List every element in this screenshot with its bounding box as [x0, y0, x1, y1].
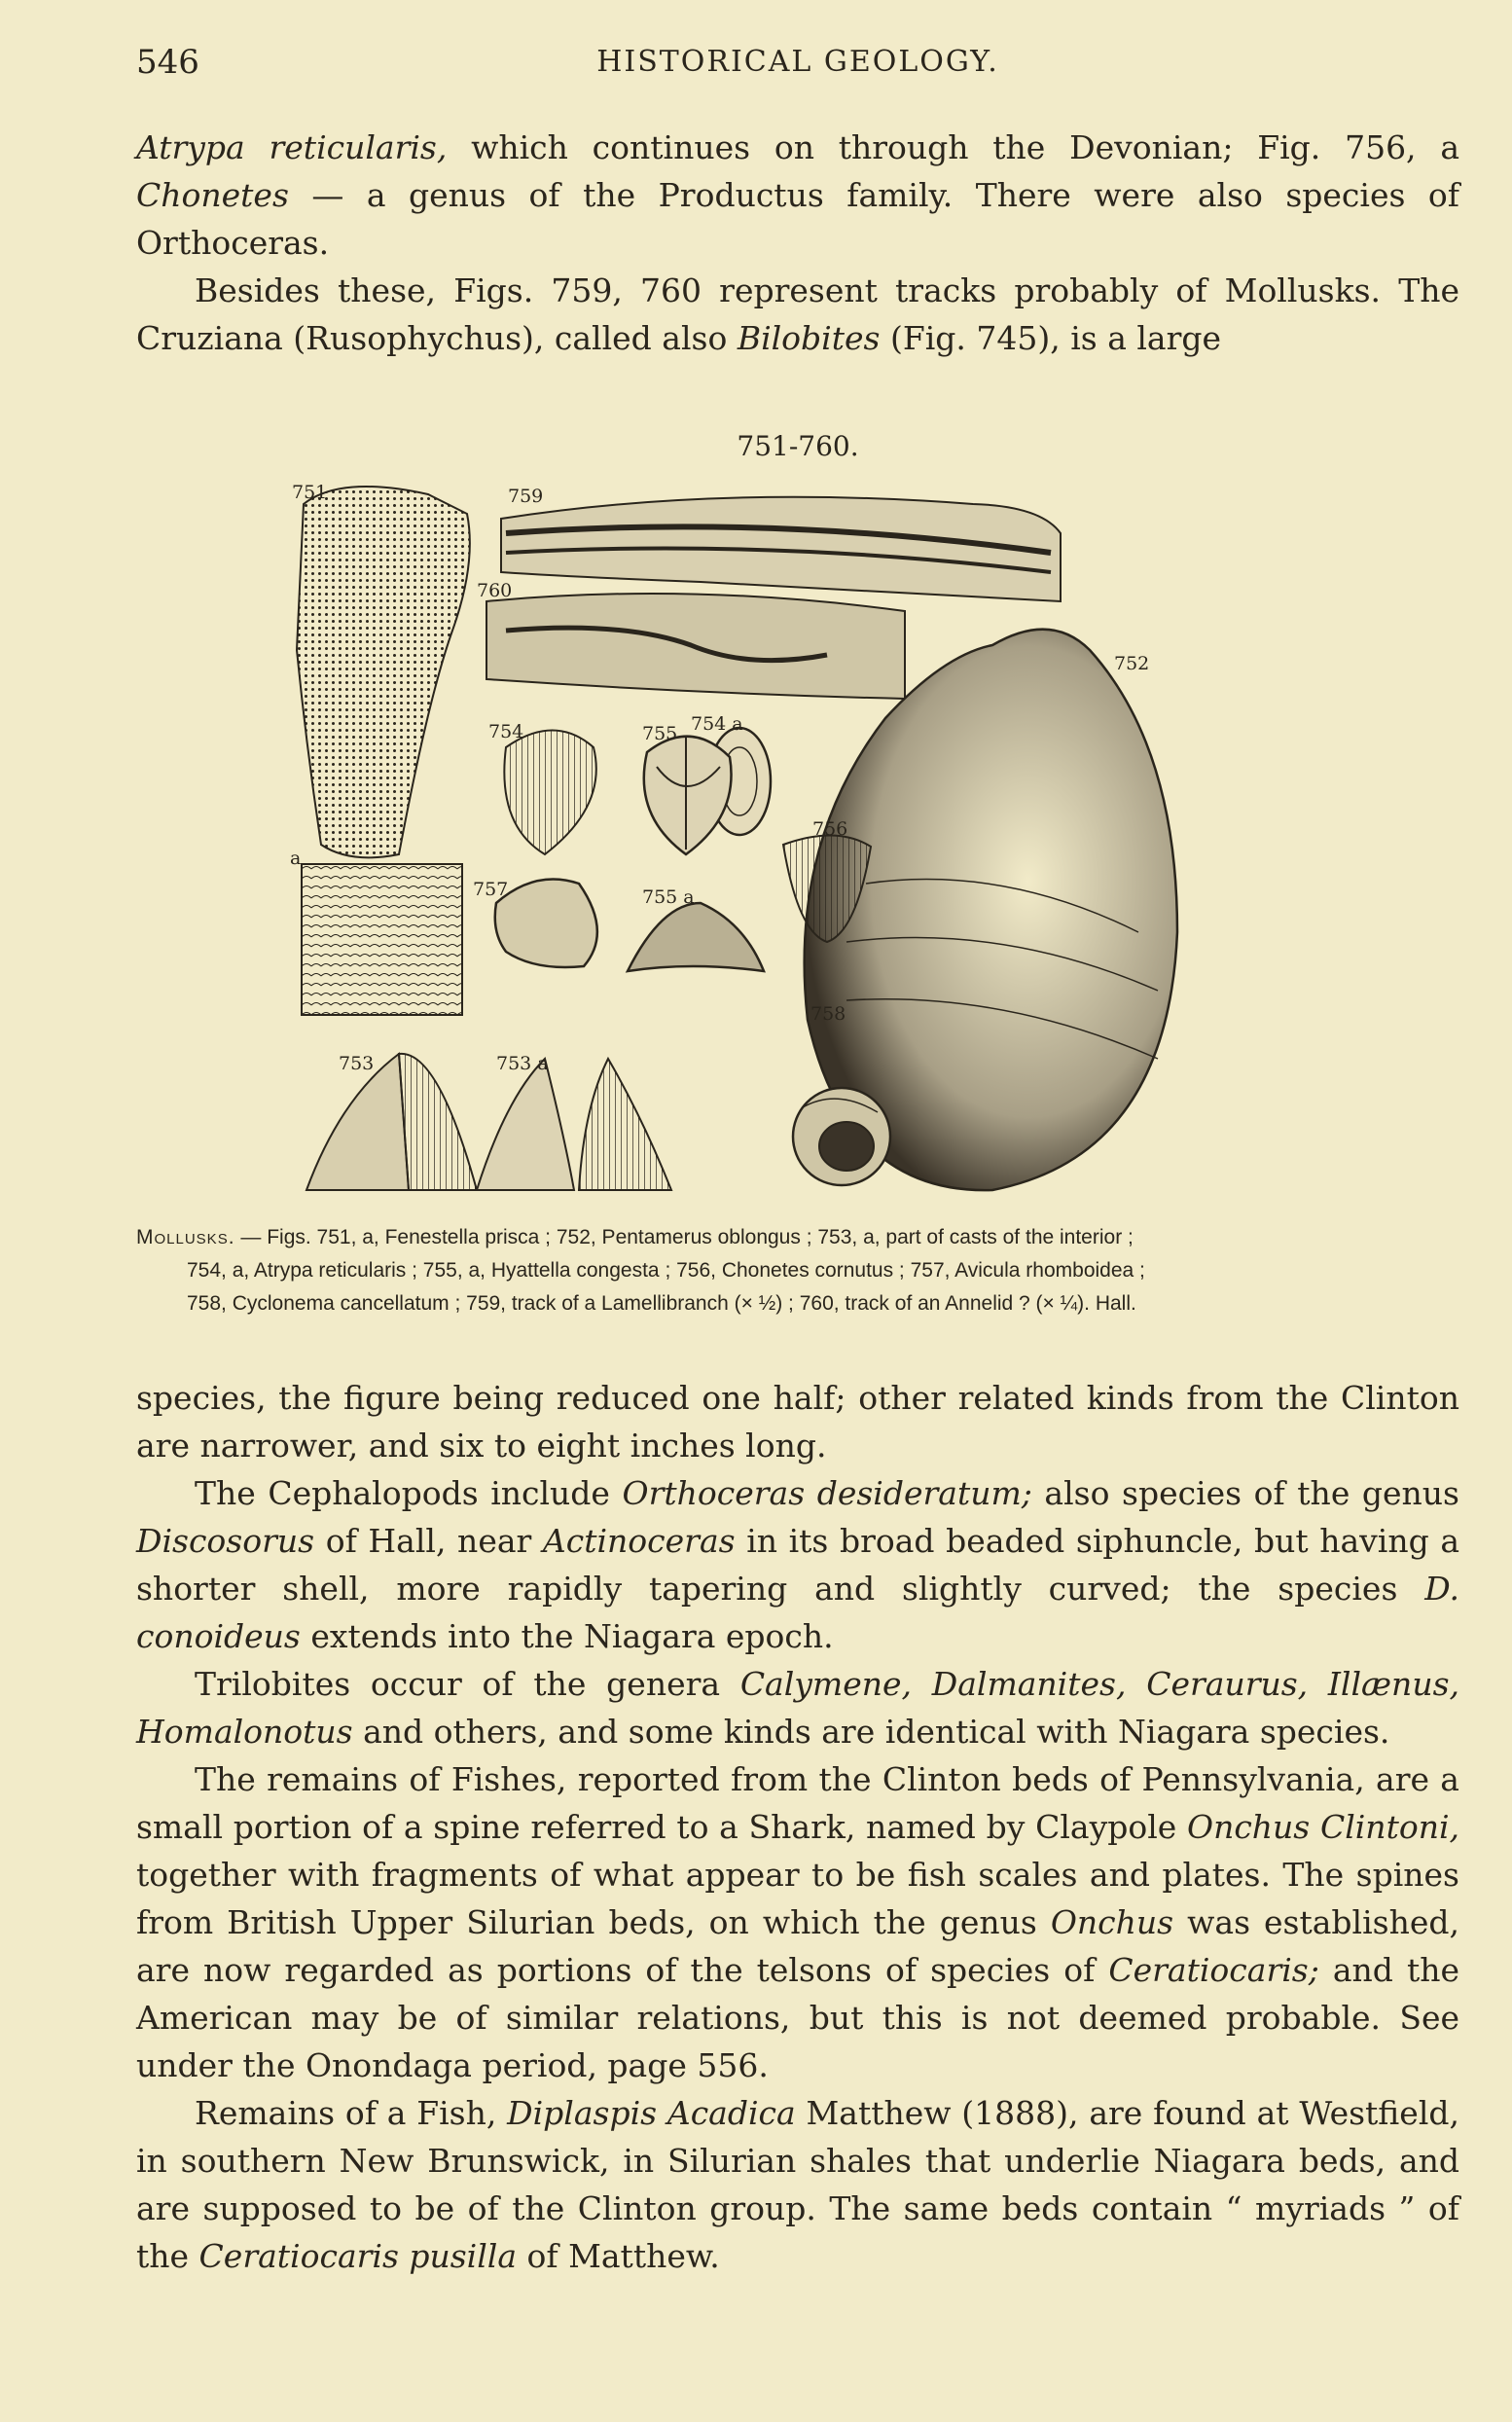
text-run: Besides these, Figs. 759, 760 represent tracks probably of Mollusks. The Cruziana (Rusophychus), called also [136, 271, 1459, 357]
fig-label-760: 760 [477, 580, 513, 601]
fig-label-754a: 754 a [691, 713, 743, 735]
genus-name: Actinoceras [542, 1522, 736, 1560]
caption-line: 754, a, Atrypa reticularis ; 755, a, Hyattella congesta ; 756, Chonetes cornutus ; 757, Avicula rhomboidea ; [187, 1259, 1145, 1282]
genus-name: Onchus [1050, 1903, 1174, 1941]
text-run: The Cephalopods include [195, 1474, 623, 1512]
text-run: Remains of a Fish, [195, 2094, 508, 2132]
text-run: Trilobites occur of the genera [195, 1665, 740, 1703]
species-name: Orthoceras desideratum; [622, 1474, 1032, 1512]
paragraph [136, 1469, 1459, 1660]
text-run: (Fig. 745), is a large [880, 319, 1222, 357]
top-text-block [136, 124, 1459, 362]
species-name: Ceratiocaris pusilla [198, 2237, 518, 2275]
text-run: extends into the Niagara epoch. [300, 1617, 834, 1655]
text-run: and others, and some kinds are identical with Niagara species. [352, 1713, 1390, 1751]
text-run: which continues on through the Devonian; Fig. 756, a [447, 128, 1459, 166]
text-run: in its broad beaded siphuncle, but having a shorter shell, more rapidly tapering and slightly curved; the species [136, 1522, 1459, 1608]
hyattella-shell-side [628, 886, 764, 971]
text-run: also species of the genus [1031, 1474, 1459, 1512]
text-run: of Hall, near [314, 1522, 543, 1560]
genus-name: Bilobites [737, 319, 881, 357]
text-run: — a genus of the Productus family. There were also species of Orthoceras. [136, 176, 1459, 262]
figure-number: 751-760. [737, 430, 859, 462]
fig-label-754: 754 [488, 721, 524, 742]
fig-label-755a: 755 a [642, 886, 695, 908]
fig-label-756: 756 [812, 818, 848, 840]
running-title: HISTORICAL GEOLOGY. [596, 45, 999, 79]
caption-text: — Figs. 751, a, Fenestella prisca ; 752, Pentamerus oblongus ; 753, a, part of casts of the interior ; [240, 1226, 1134, 1248]
page-number: 546 [136, 43, 199, 82]
paragraph [136, 267, 1459, 362]
fig-label-759: 759 [508, 486, 544, 507]
figure-caption [136, 1221, 1459, 1320]
fig-label-751: 751 [292, 482, 328, 503]
paragraph: species, the figure being reduced one half; other related kinds from the Clinton are narrower, and six to eight inches long. [136, 1379, 1459, 1464]
paragraph [136, 124, 1459, 267]
species-name: Atrypa reticularis, [136, 128, 448, 166]
fig-label-755: 755 [642, 723, 678, 744]
text-run: of Matthew. [517, 2237, 720, 2275]
fig-label-753a: 753 a [496, 1053, 549, 1074]
lamellibranch-track [501, 486, 1061, 601]
fossil-engraving-figure [282, 475, 1314, 1207]
fig-label-758: 758 [810, 1003, 846, 1025]
text-run: Matthew (1888), are found at Westfield, in southern New Brunswick, in Silurian shales that underlie Niagara beds, and are supposed to be of the Clinton group. The same beds contain “ myriads ” of the [136, 2094, 1459, 2275]
species-name: Diplaspis Acadica [507, 2094, 796, 2132]
genus-list: Calymene, Dalmanites, Ceraurus, Illænus, Homalonotus [136, 1665, 1459, 1751]
genus-name: Ceratiocaris; [1108, 1951, 1319, 1989]
fenestella-fossil [290, 482, 470, 1015]
caption-lead: Mollusks. [136, 1226, 235, 1248]
page-header [136, 43, 1459, 82]
fig-label-752: 752 [1114, 653, 1150, 674]
annelid-track [477, 580, 905, 699]
text-run: together with fragments of what appear to be fish scales and plates. The spines from British Upper Silurian beds, on which the genus [136, 1856, 1459, 1941]
genus-name: Discosorus [136, 1522, 315, 1560]
fig-label-757: 757 [473, 879, 509, 900]
species-name: D. conoideus [136, 1570, 1459, 1655]
paragraph [136, 2089, 1459, 2280]
fig-label-753: 753 [339, 1053, 375, 1074]
avicula-shell [473, 879, 597, 967]
atrypa-shell [488, 721, 596, 854]
text-run: and the American may be of similar relations, but this is not deemed probable. See under the Onondaga period, page 556. [136, 1951, 1459, 2084]
text-run: was established, are now regarded as portions of the telsons of species of [136, 1903, 1459, 1989]
text-run: The remains of Fishes, reported from the Clinton beds of Pennsylvania, are a small portion of a spine referred to a Shark, named by Claypole [136, 1760, 1459, 1846]
bottom-text-block [136, 1374, 1459, 2280]
paragraph [136, 1755, 1459, 2089]
genus-name: Chonetes [136, 176, 289, 214]
species-name: Onchus Clintoni, [1187, 1808, 1459, 1846]
pentamerus-interior-casts [306, 1053, 671, 1190]
caption-line: 758, Cyclonema cancellatum ; 759, track of a Lamellibranch (× ½) ; 760, track of an Annelid ? (× ¼). Hall. [187, 1292, 1136, 1315]
caption-line [136, 1221, 1459, 1254]
paragraph [136, 1660, 1459, 1755]
fig-label-a: a [290, 848, 302, 869]
